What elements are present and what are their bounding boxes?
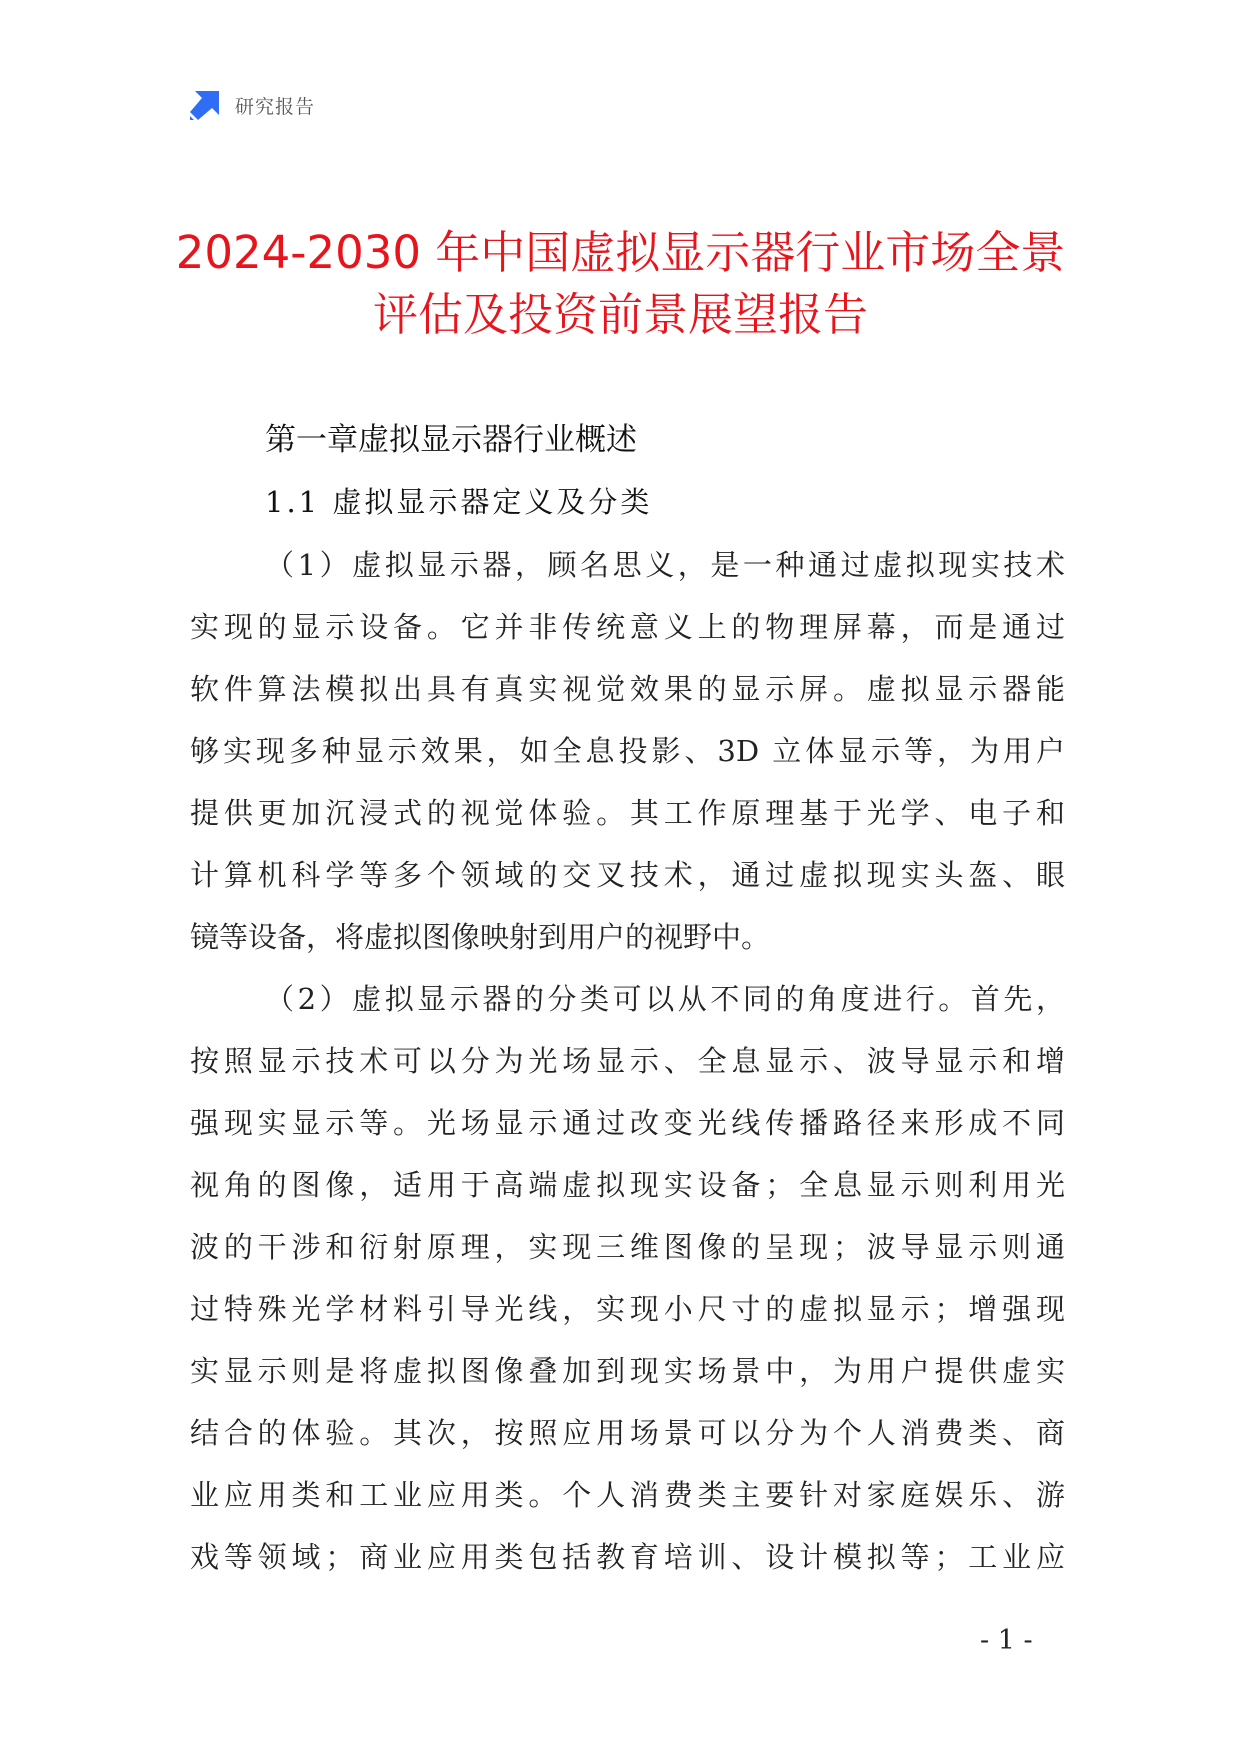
paragraph-line: 实显示则是将虚拟图像叠加到现实场景中，为用户提供虚实	[190, 1354, 1065, 1388]
paragraph-2	[190, 968, 1065, 1588]
paragraph-1	[190, 534, 1065, 968]
paragraph-line: 实现的显示设备。它并非传统意义上的物理屏幕，而是通过	[190, 610, 1065, 644]
paragraph-line: 结合的体验。其次，按照应用场景可以分为个人消费类、商	[190, 1416, 1065, 1450]
paragraph-line: 视角的图像，适用于高端虚拟现实设备；全息显示则利用光	[190, 1168, 1065, 1202]
page-number: - 1 -	[980, 1625, 1033, 1656]
arrow-up-right-icon	[189, 89, 221, 121]
paragraph-line: 业应用类和工业应用类。个人消费类主要针对家庭娱乐、游	[190, 1478, 1065, 1512]
report-title-line-1: 2024-2030 年中国虚拟显示器行业市场全景	[175, 226, 1066, 279]
paragraph-line: 按照显示技术可以分为光场显示、全息显示、波导显示和增	[190, 1044, 1065, 1078]
report-title-line-2: 评估及投资前景展望报告	[372, 288, 868, 341]
paragraph-line: 波的干涉和衍射原理，实现三维图像的呈现；波导显示则通	[190, 1230, 1065, 1264]
header-label: 研究报告	[235, 95, 316, 118]
document-header	[189, 88, 315, 122]
paragraph-line: 软件算法模拟出具有真实视觉效果的显示屏。虚拟显示器能	[190, 672, 1065, 706]
paragraph-line: 提供更加沉浸式的视觉体验。其工作原理基于光学、电子和	[190, 796, 1065, 830]
section-heading: 1.1 虚拟显示器定义及分类	[265, 485, 653, 519]
paragraph-line: （2）虚拟显示器的分类可以从不同的角度进行。首先，	[265, 982, 1065, 1016]
paragraph-line: （1）虚拟显示器，顾名思义，是一种通过虚拟现实技术	[265, 548, 1065, 582]
paragraph-line: 戏等领域；商业应用类包括教育培训、设计模拟等；工业应	[190, 1540, 1065, 1574]
paragraph-line: 镜等设备，将虚拟图像映射到用户的视野中。	[190, 920, 771, 954]
paragraph-line: 过特殊光学材料引导光线，实现小尺寸的虚拟显示；增强现	[190, 1292, 1065, 1326]
paragraph-line: 计算机科学等多个领域的交叉技术，通过虚拟现实头盔、眼	[190, 858, 1065, 892]
paragraph-line: 够实现多种显示效果，如全息投影、3D 立体显示等，为用户	[190, 734, 1065, 768]
chapter-heading: 第一章虚拟显示器行业概述	[265, 422, 637, 458]
report-title	[150, 222, 1091, 346]
paragraph-line: 强现实显示等。光场显示通过改变光线传播路径来形成不同	[190, 1106, 1065, 1140]
